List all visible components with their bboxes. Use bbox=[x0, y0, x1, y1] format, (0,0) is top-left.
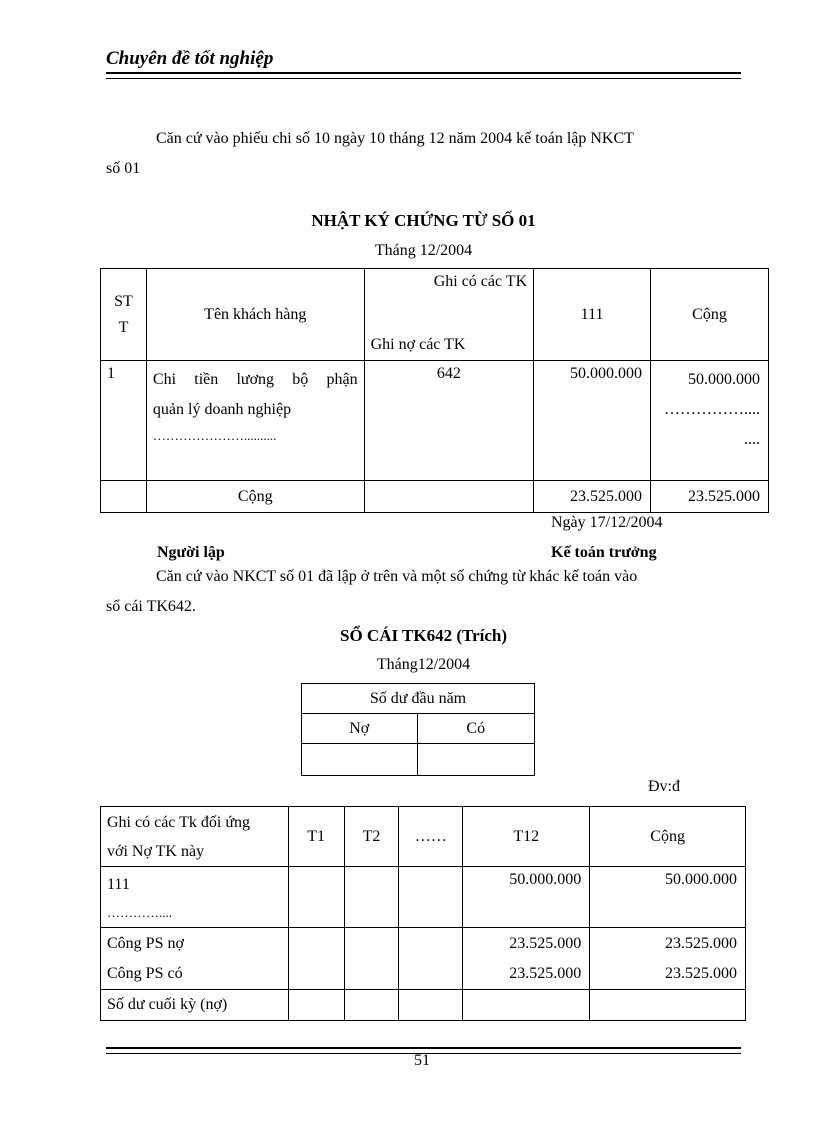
intro-line2: số 01 bbox=[106, 160, 141, 177]
col-total-header: Cộng bbox=[651, 269, 769, 361]
ledger-t1-header: T1 bbox=[288, 807, 344, 867]
total-row-amount: 23.525.000 bbox=[534, 481, 651, 513]
intro-line1: Căn cứ vào phiếu chi số 10 ngày 10 tháng 12 năm 2004 kế toán lập NKCT bbox=[156, 130, 634, 147]
ledger-row-t12: 50.000.000 bbox=[463, 867, 590, 928]
closing-dots bbox=[399, 990, 463, 1021]
ledger-row-111 bbox=[101, 867, 746, 928]
ps-no-t12: 23.525.000 bbox=[509, 934, 582, 952]
signature-date: Ngày 17/12/2004 bbox=[551, 514, 663, 531]
credit-accounts-label: Ghi có các TK bbox=[433, 273, 528, 290]
journal-total-row bbox=[101, 481, 769, 513]
col-customer-header: Tên khách hàng bbox=[146, 269, 364, 361]
total-row-label: Cộng bbox=[146, 481, 364, 513]
ledger-ps-t1 bbox=[288, 928, 344, 990]
ledger-t12-header: T12 bbox=[463, 807, 590, 867]
row1-stt: 1 bbox=[101, 361, 147, 481]
row1-name-line1: Chi tiền lương bộ phận bbox=[152, 371, 358, 388]
ledger-title: SỔ CÁI TK642 (Trích) bbox=[339, 626, 508, 645]
closing-t12 bbox=[463, 990, 590, 1021]
total-row-account bbox=[364, 481, 534, 513]
opening-debit-value bbox=[302, 744, 418, 776]
opening-balance-header: Số dư đầu năm bbox=[302, 684, 535, 714]
ps-no-label: Công PS nợ bbox=[107, 934, 184, 952]
row1-name bbox=[146, 361, 364, 481]
ledger-row-t2 bbox=[344, 867, 399, 928]
header-rule bbox=[106, 72, 741, 79]
ledger-row-total: 50.000.000 bbox=[590, 867, 746, 928]
ledger-closing-row bbox=[101, 990, 746, 1021]
journal-row-1 bbox=[101, 361, 769, 481]
row1-amount: 50.000.000 bbox=[534, 361, 651, 481]
ledger-row-dots bbox=[399, 867, 463, 928]
ledger-ps-total bbox=[590, 928, 746, 990]
opening-credit-header: Có bbox=[417, 714, 535, 744]
row1-name-dots: ………………….......... bbox=[152, 428, 277, 443]
ledger-col1-header-line2: với Nợ TK này bbox=[107, 842, 205, 860]
ps-co-total: 23.525.000 bbox=[665, 964, 737, 982]
row1-account: 642 bbox=[364, 361, 534, 481]
ledger-header-row bbox=[101, 807, 746, 867]
ps-co-t12: 23.525.000 bbox=[509, 964, 582, 982]
para2-line1: Căn cứ vào NKCT số 01 đã lập ở trên và một số chứng từ khác kế toán vào bbox=[156, 568, 638, 585]
ledger-row-label-line2: ………….... bbox=[107, 905, 172, 920]
ps-no-total: 23.525.000 bbox=[665, 934, 737, 952]
ledger-ps-rows bbox=[101, 928, 746, 990]
ledger-month: Tháng12/2004 bbox=[376, 656, 471, 673]
row1-total bbox=[651, 361, 769, 481]
closing-t1 bbox=[288, 990, 344, 1021]
ledger-ps-t2 bbox=[344, 928, 399, 990]
para2-line2: sổ cái TK642. bbox=[106, 598, 196, 615]
ledger-table bbox=[100, 806, 746, 1021]
closing-label: Số dư cuối kỳ (nợ) bbox=[101, 990, 289, 1021]
opening-balance-table bbox=[301, 683, 535, 776]
journal-table bbox=[100, 268, 769, 513]
row1-name-line2: quản lý doanh nghiệp bbox=[152, 401, 292, 418]
page-number: 51 bbox=[414, 1052, 430, 1069]
ledger-row-label-line1: 111 bbox=[107, 876, 130, 893]
row1-total-dots1: …………….... bbox=[664, 401, 760, 418]
ledger-col1-header-line1: Ghi có các Tk đối ứng bbox=[107, 813, 251, 831]
col-credit-debit-header bbox=[364, 269, 534, 361]
journal-header-row bbox=[101, 269, 769, 361]
col-111-header: 111 bbox=[534, 269, 651, 361]
ps-co-label: Công PS có bbox=[107, 964, 183, 982]
total-row-stt bbox=[101, 481, 147, 513]
ledger-ps-t12 bbox=[463, 928, 590, 990]
journal-title: NHẬT KÝ CHỨNG TỪ SỐ 01 bbox=[311, 211, 536, 230]
opening-credit-value bbox=[417, 744, 535, 776]
ledger-row-t1 bbox=[288, 867, 344, 928]
intro-paragraph bbox=[106, 124, 741, 184]
second-paragraph bbox=[106, 562, 741, 622]
unit-label: Đv:đ bbox=[648, 778, 680, 795]
chief-accountant-label: Kế toán trưởng bbox=[551, 544, 657, 561]
document-header-title: Chuyên đề tốt nghiệp bbox=[106, 48, 274, 69]
opening-debit-header: Nợ bbox=[302, 714, 418, 744]
ledger-ps-labels bbox=[101, 928, 289, 990]
closing-t2 bbox=[344, 990, 399, 1021]
total-row-total: 23.525.000 bbox=[651, 481, 769, 513]
ledger-dots-header: …… bbox=[399, 807, 463, 867]
row1-total-dots2: .... bbox=[744, 431, 760, 448]
row1-total-value: 50.000.000 bbox=[688, 371, 760, 388]
preparer-label: Người lập bbox=[157, 544, 225, 561]
debit-accounts-label: Ghi nợ các TK bbox=[370, 336, 466, 353]
ledger-t2-header: T2 bbox=[344, 807, 399, 867]
ledger-ps-dots bbox=[399, 928, 463, 990]
journal-month: Tháng 12/2004 bbox=[374, 242, 473, 259]
ledger-col1-header bbox=[101, 807, 289, 867]
closing-total bbox=[590, 990, 746, 1021]
ledger-total-header: Cộng bbox=[590, 807, 746, 867]
col-stt-header: ST T bbox=[101, 269, 147, 361]
ledger-row-label bbox=[101, 867, 289, 928]
